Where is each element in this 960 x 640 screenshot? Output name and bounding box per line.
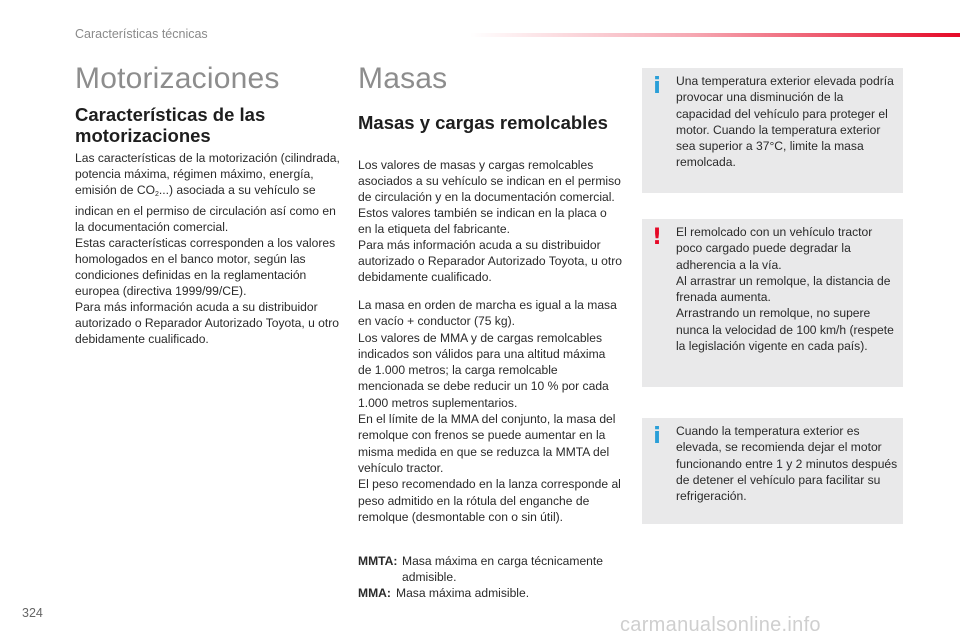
paragraph-part: ...) asociada a su vehículo se indican en el permiso de circulación así como en la documentación comercial. Estas características corresponden a los valores homologados en el banco motor, según las condiciones definidas en la reglamentación europea (directiva 1999/99/CE). Para más información acuda a su distribuidor autorizado o Reparador Autorizado Toyota, u otro debidamente cualificado.	[75, 183, 339, 346]
note-box-cooling	[642, 418, 903, 524]
motorizaciones-paragraph	[75, 150, 340, 347]
motorizaciones-subheading: Características de las motorizaciones	[75, 104, 266, 146]
masas-paragraph: Los valores de masas y cargas remolcables asociados a su vehículo se indican en el permiso de circulación y en la documentación comercial. Estos valores también se indican en la placa o en la etiqueta del fabricante. Para más información acuda a su distribuidor autorizado o Reparador Autorizado Toyota, u otro debidamente cualificado.	[358, 158, 622, 284]
motorizaciones-heading: Motorizaciones	[75, 62, 280, 95]
definition-mma	[358, 585, 622, 601]
definition-text: Masa máxima en carga técnicamente admisible.	[402, 554, 603, 584]
definition-text: Masa máxima admisible.	[396, 586, 530, 600]
note-text: Una temperatura exterior elevada podría provocar una disminución de la capacidad del vehículo para proteger el motor. Cuando la temperatura exterior sea superior a 37°C, limite la masa remolcada.	[676, 74, 894, 170]
header-divider	[470, 33, 960, 37]
section-title: Características técnicas	[75, 27, 208, 41]
note-box-warning	[642, 219, 903, 387]
subscript-2: 2	[155, 191, 159, 198]
warning-icon: !	[651, 225, 663, 250]
definition-term: MMA:	[358, 586, 391, 600]
note-text: El remolcado con un vehículo tractor poco cargado puede degradar la adherencia a la vía. Al arrastrar un remolque, la distancia de frenada aumenta. Arrastrando un remolque, no supere nunca la velocidad de 100 km/h (respete la legislación vigente en cada país).	[676, 225, 894, 354]
page-number: 324	[22, 606, 43, 620]
masas-body-1	[358, 157, 622, 285]
masas-subheading: Masas y cargas remolcables	[358, 112, 608, 133]
definition-term: MMTA:	[358, 554, 398, 568]
info-icon: i	[653, 424, 661, 449]
motorizaciones-body	[75, 150, 340, 347]
note-text: Cuando la temperatura exterior es elevada, se recomienda dejar el motor funcionando entre 1 y 2 minutos después de detener el vehículo para facilitar su refrigeración.	[676, 424, 898, 504]
masas-paragraph: La masa en orden de marcha es igual a la masa en vacío + conductor (75 kg). Los valores de MMA y de cargas remolcables indicados son válidos para una altitud máxima de 1.000 metros; la carga remolcable mencionada se debe reducir un 10 % por cada 1.000 metros suplementarios. En el límite de la MMA del conjunto, la masa del remolque con frenos se puede aumentar en la misma medida en que se reduzca la MMTA del vehículo tractor. El peso recomendado en la lanza corresponde al peso admitido en la rótula del enganche de remolque (desmontable con o sin útil).	[358, 298, 621, 524]
note-box-temperature	[642, 68, 903, 193]
watermark: carmanualsonline.info	[620, 614, 821, 636]
definition-mmta	[358, 553, 622, 585]
paragraph-part: Las características de la motorización (cilindrada, potencia máxima, régimen máximo, energía, emisión de CO	[75, 151, 340, 197]
info-icon: i	[653, 74, 661, 99]
masas-body-2	[358, 297, 622, 525]
definitions-list	[358, 553, 622, 601]
masas-heading: Masas	[358, 62, 448, 95]
